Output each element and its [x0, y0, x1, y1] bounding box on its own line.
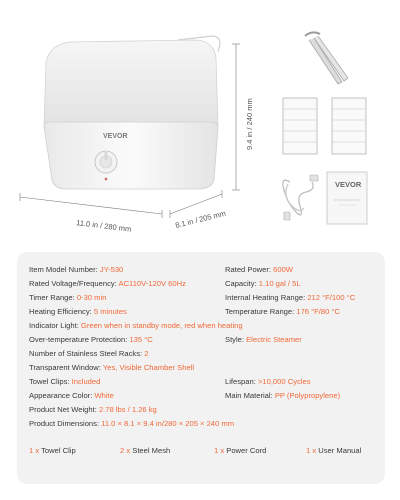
power-cord-icon — [283, 175, 318, 220]
spec-temperature-range: Temperature Range: 176 °F/80 °C — [225, 307, 340, 316]
depth-dimension — [170, 190, 227, 230]
spec-timer-range: Timer Range: 0-30 min — [29, 293, 107, 302]
spec-indicator-light: Indicator Light: Green when in standby mode, red when heating — [29, 321, 243, 330]
spec-rated-voltage: Rated Voltage/Frequency: AC110V-120V 60Hz — [29, 279, 186, 288]
spec-towel-clips: Towel Clips: Included — [29, 377, 101, 386]
width-dimension — [20, 193, 162, 234]
steel-mesh-icon — [283, 98, 366, 154]
width-label: 11.0 in / 280 mm — [75, 218, 132, 234]
accessories-list — [17, 446, 385, 460]
indicator-light — [105, 178, 108, 181]
manual-logo: VEVOR — [335, 180, 362, 189]
spec-lifespan: Lifespan: >10,000 Cycles — [225, 377, 311, 386]
depth-label: 8.1 in / 205 mm — [174, 208, 227, 230]
base-logo: VEVOR — [103, 133, 128, 140]
accessory-power-cord: 1 x Power Cord — [214, 446, 267, 455]
spec-capacity: Capacity: 1.10 gal / 5L — [225, 279, 301, 288]
spec-model-number: Item Model Number: JY-530 — [29, 265, 124, 274]
height-dimension — [232, 44, 254, 190]
accessory-towel-clip: 1 x Towel Clip — [29, 446, 76, 455]
user-manual-icon — [327, 172, 367, 224]
spec-net-weight: Product Net Weight: 2.78 lbs / 1.26 kg — [29, 405, 157, 414]
accessory-user-manual: 1 x User Manual — [306, 446, 362, 455]
height-label: 9.4 in / 240 mm — [245, 98, 254, 150]
spec-style: Style: Electric Steamer — [225, 335, 302, 344]
spec-transparent-window: Transparent Window: Yes, Visible Chamber Shell — [29, 363, 195, 372]
spec-stainless-steel-racks: Number of Stainless Steel Racks: 2 — [29, 349, 149, 358]
spec-main-material: Main Material: PP (Polypropylene) — [225, 391, 341, 400]
spec-product-dimensions: Product Dimensions: 11.0 × 8.1 × 9.4 in/280 × 205 × 240 mm — [29, 419, 235, 428]
steamer-base — [44, 122, 218, 189]
spec-heating-efficiency: Heating Efficiency: 5 minutes — [29, 307, 127, 316]
spec-internal-heating-range: Internal Heating Range: 212 °F/100 °C — [225, 293, 356, 302]
accessory-steel-mesh: 2 x Steel Mesh — [120, 446, 171, 455]
spec-rated-power: Rated Power: 600W — [225, 265, 293, 274]
spec-appearance-color: Appearance Color: White — [29, 391, 114, 400]
spec-over-temperature-protection: Over-temperature Protection: 135 °C — [29, 335, 153, 344]
towel-clip-icon — [305, 32, 348, 84]
steamer-chamber — [44, 36, 220, 128]
